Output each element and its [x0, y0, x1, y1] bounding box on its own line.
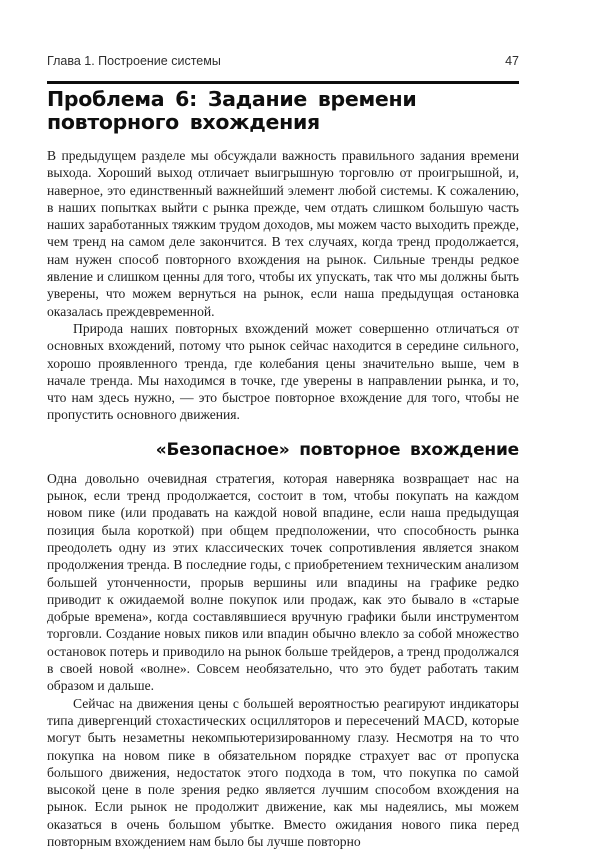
heading-rule	[47, 81, 519, 84]
running-chapter-title: Глава 1. Построение системы	[47, 54, 221, 68]
section-title: Проблема 6: Задание времени повторного вхождения	[47, 87, 417, 134]
page-number: 47	[505, 54, 519, 68]
page-header	[47, 54, 519, 68]
paragraph-intro-2: Природа наших повторных вхождений может совершенно отличаться от основных вхождений, потому что рынок сейчас находится в середине сильного, хорошо проявленного тренда, где колебания цены значительно выше, чем в начале тренда. Мы находимся в точке, где уверены в направлении рынка, и то, что нам здесь нужно, — это быстрое повторное вхождение для того, чтобы не пропустить основного движения.	[47, 320, 519, 423]
paragraph-safe-reentry-1: Одна довольно очевидная стратегия, которая наверняка возвращает нас на рынок, если тренд продолжается, состоит в том, чтобы покупать на каждом новом пике (или продавать на каждой новой впадине, если наша предыдущая позиция была короткой) при общем предположении, что способность рынка преодолеть одну из этих классических точек сопротивления является знаком продолжения тренда. В последние годы, с приобретением техническим анализом большей утонченности, прорыв вершины или впадины на графике редко приводит к ожидаемой волне покупок или продаж, как это бывало в «старые добрые времена», когда составлявшиеся вручную графики были инструментом торговли. Создание новых пиков или впадин обычно влекло за собой множество остановок потерь и приводило на рынок больше трейдеров, а тренд продолжался в своей новой «волне». Совсем необязательно, что это будет работать таким образом и дальше.	[47, 470, 519, 694]
paragraph-safe-reentry-2: Сейчас на движения цены с большей вероятностью реагируют индикаторы типа дивергенций стохастических осцилляторов и пересечений MACD, которые могут быть незаметны некомпьютеризированному глазу. Несмотря на то что покупка на новом пике в обязательном порядке страхует вас от пропуска большого движения, недостаток этого подхода в том, что покупка по самой высокой цене в поле зрения редко является лучшим способом вхождения на рынок. Если рынок не продолжит движение, как мы надеялись, мы можем оказаться в очень большом убытке. Вместо ожидания нового пика перед повторным вхождением нам было бы лучше повторно	[47, 695, 519, 849]
subsection-title: «Безопасное» повторное вхождение	[155, 439, 519, 460]
paragraph-intro-1: В предыдущем разделе мы обсуждали важность правильного задания времени выхода. Хороший выход отличает выигрышную торговлю от проигрышной, и, наверное, это единственный важнейший элемент любой системы. К сожалению, в наших попытках выйти с рынка прежде, чем отдать слишком большую часть наших заработанных тяжким трудом доходов, мы можем часто выходить прежде, чем тренд на самом деле закончится. В тех случаях, когда тренд продолжается, нам нужен способ повторного вхождения на рынок. Сильные тренды редкое явление и слишком ценны для того, чтобы их упускать, так что мы должны быть уверены, что можем вернуться на рынок, если наша предыдущая остановка оказалась преждевременной.	[47, 148, 519, 319]
